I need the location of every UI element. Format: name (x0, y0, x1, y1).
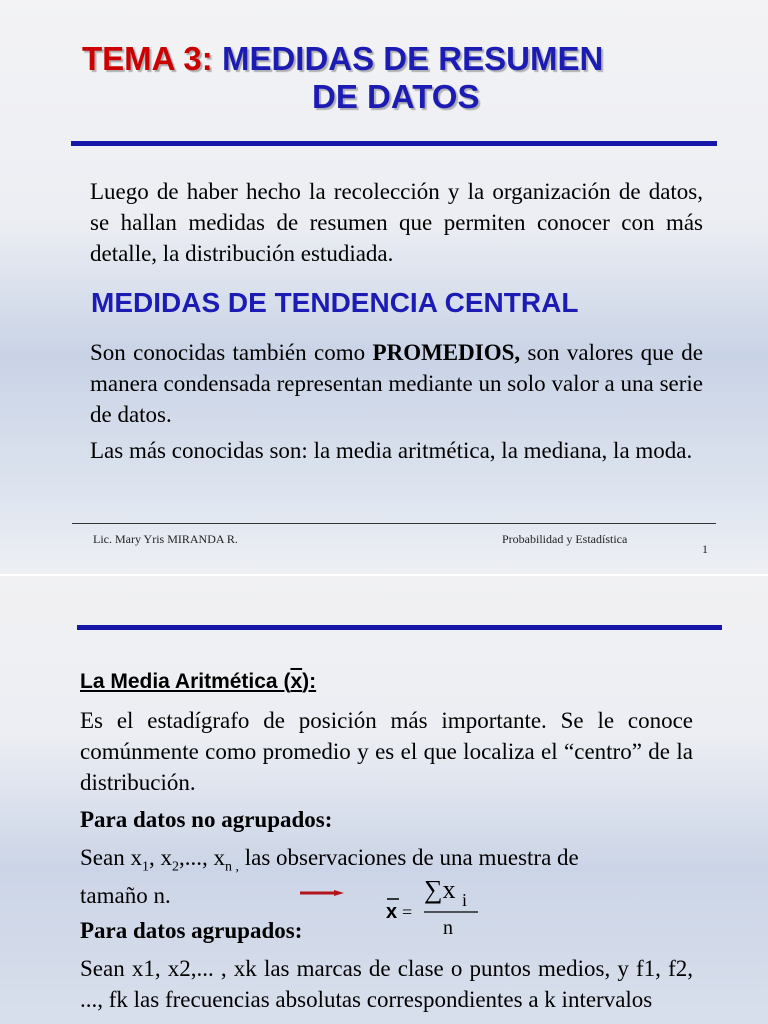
footer-divider (72, 523, 716, 524)
slide-title (82, 40, 682, 116)
arrow-icon (300, 890, 344, 896)
intro-paragraph: Luego de haber hecho la recolección y la organización de datos, se hallan medidas de resumen que permiten conocer con más detalle, la distribución estudiada. (90, 179, 703, 266)
subscript: 1 (141, 859, 149, 875)
media-heading-text: La Media Aritmética ( (80, 670, 291, 693)
subscript: n , (224, 859, 239, 875)
section-heading: MEDIDAS DE TENDENCIA CENTRAL (91, 287, 579, 318)
x-bar-symbol: x (290, 670, 303, 693)
formula-equals: = (402, 902, 413, 922)
para-text: Son conocidas también como (90, 340, 373, 365)
list-paragraph: Las más conocidas son: la media aritmética, la mediana, la moda. (90, 438, 693, 463)
formula-sum: ∑x (424, 875, 456, 904)
promedios-bold: PROMEDIOS, (372, 340, 521, 365)
slide-2 (0, 576, 768, 1024)
subscript: 2 (171, 859, 179, 875)
footer-course: Probabilidad y Estadística (502, 532, 628, 546)
title-prefix: TEMA 3: (82, 40, 213, 77)
footer-author: Lic. Mary Yris MIRANDA R. (93, 532, 238, 546)
media-heading-end: ): (302, 670, 317, 693)
title-divider (71, 141, 717, 146)
formula-sub-i: i (462, 890, 468, 910)
top-divider (77, 625, 722, 630)
definition-paragraph: Es el estadígrafo de posición más importante. Se le conoce comúnmente como promedio y es el que localiza el “centro” de la distribución. (80, 708, 693, 795)
promedios-paragraph (90, 337, 703, 430)
text: las observaciones de una muestra de (238, 845, 579, 870)
formula-denominator: n (443, 917, 453, 939)
text: ,..., x (178, 845, 225, 870)
media-heading (80, 670, 316, 694)
grouped-heading: Para datos agrupados: (80, 918, 303, 943)
title-line-2: DE DATOS (312, 78, 480, 115)
text: Sean x (80, 845, 142, 870)
ungrouped-heading: Para datos no agrupados: (80, 807, 333, 832)
grouped-paragraph: Sean x1, x2,... , xk las marcas de clase o puntos medios, y f1, f2, ..., fk las frecuencias absolutas correspondientes a k intervalos (80, 956, 693, 1012)
para-text-after: son valores que de manera condensada representan mediante un solo valor a una serie de datos. (90, 340, 703, 427)
page-number: 1 (702, 542, 708, 556)
title-line-1: MEDIDAS DE RESUMEN (221, 40, 604, 77)
text: , x (148, 845, 172, 870)
formula-xbar: x (386, 901, 398, 923)
sample-size-text: tamaño n. (80, 883, 171, 908)
